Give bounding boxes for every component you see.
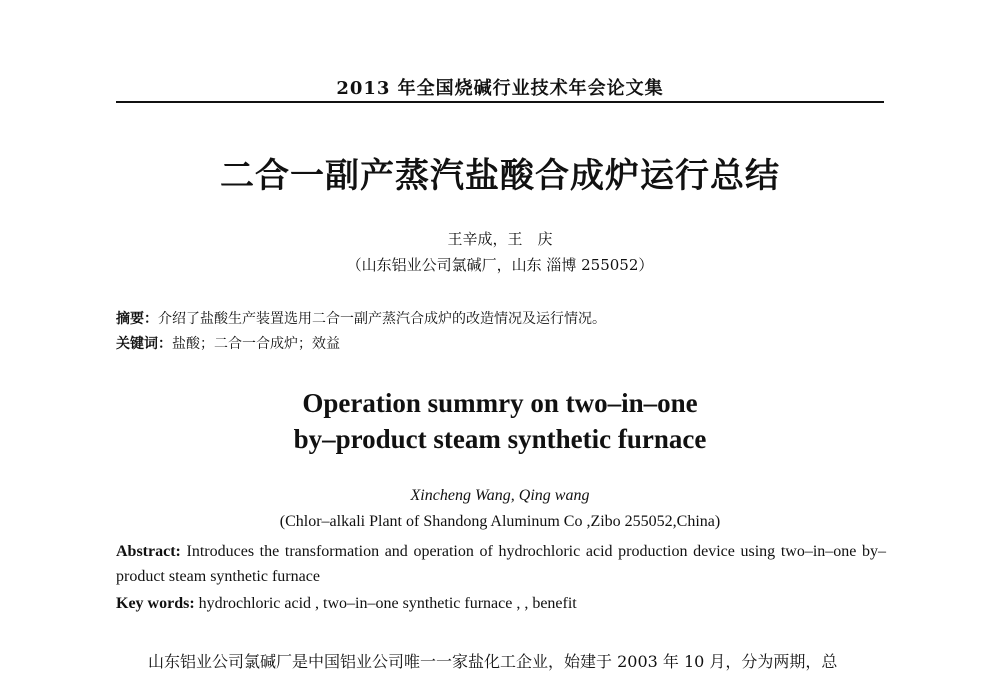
chinese-authors: 王辛成，王 庆 xyxy=(447,230,553,248)
chinese-keywords-label: 关键词： xyxy=(116,336,172,352)
chinese-keywords-text: 盐酸；二合一合成炉；效益 xyxy=(172,336,340,352)
english-keywords-label: Key words: xyxy=(116,595,195,612)
chinese-affiliation: （山东铝业公司氯碱厂，山东 淄博 255052） xyxy=(346,256,654,274)
english-authors: Xincheng Wang, Qing wang xyxy=(410,487,590,504)
english-abstract-text: Introduces the transformation and operation of hydrochloric acid production device using two–in–one by–product steam synthetic furnace xyxy=(116,543,886,585)
chinese-keywords xyxy=(116,333,886,353)
chinese-title: 二合一副产蒸汽盐酸合成炉运行总结 xyxy=(220,156,780,196)
chinese-abstract xyxy=(116,308,886,328)
english-keywords xyxy=(116,595,886,613)
english-keywords-text: hydrochloric acid , two–in–one synthetic furnace , , benefit xyxy=(194,595,577,612)
english-abstract-label: Abstract: xyxy=(116,543,181,560)
chinese-abstract-text: 介绍了盐酸生产装置选用二合一副产蒸汽合成炉的改造情况及运行情况。 xyxy=(158,311,606,327)
english-affiliation: (Chlor–alkali Plant of Shandong Aluminum Co ,Zibo 255052,China) xyxy=(279,513,721,530)
header-rule xyxy=(116,101,884,103)
chinese-abstract-label: 摘要： xyxy=(116,311,158,327)
english-title-line-1: Operation summry on two–in–one xyxy=(302,388,698,418)
english-title-line-2: by–product steam synthetic furnace xyxy=(293,424,707,454)
body-paragraph: 山东铝业公司氯碱厂是中国铝业公司唯一一家盐化工企业，始建于 2003 年 10 月，分为两期，总 xyxy=(148,652,838,671)
english-abstract xyxy=(116,539,886,589)
running-head: 2013 年全国烧碱行业技术年会论文集 xyxy=(336,78,664,99)
